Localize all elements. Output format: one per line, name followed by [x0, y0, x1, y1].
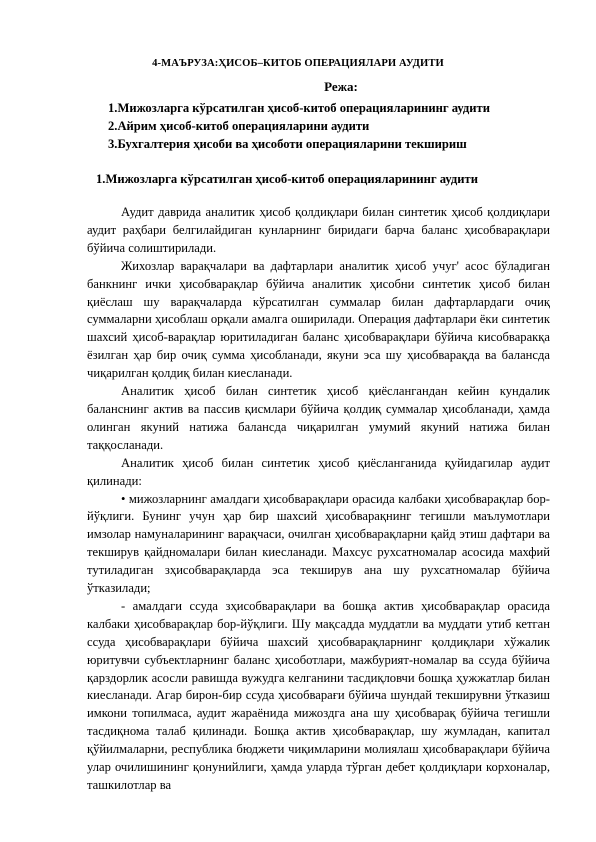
- paragraph: Жихозлар варақчалари ва дафтарлари аналитик ҳисоб учуг' асос бўладиган банкнинг ички ҳисобварақлар бўйича аналитик ҳисобни синтетик ҳисоб билан қиёслаш шу варақчаларда кўрсатилган суммалар билан дафтарлардаги очиқ суммаларни ҳисоблаш орқали амалга оширилади. Операция дафтарлари ёки синтетик шахсий ҳисоб-варақлар юритиладиган баланс ҳисобварақлари бўйича кисобваракқа ёзилган ҳар бир очиқ сумма ҳисобланади, якуни эса шу ҳисобварақда ва балансда чиқарилган қолдиқ билан киесланади.: [87, 258, 550, 381]
- plan-item: 2.Айрим ҳисоб-китоб операцияларини аудити: [108, 119, 370, 133]
- paragraph: Аудит даврида аналитик ҳисоб қолдиқлари билан синтетик ҳисоб қолдиқлари аудит раҳбари белгилайдиган кунларнинг биридаги барча баланс ҳисобварақлари бўйича солиштирилади.: [87, 205, 550, 255]
- bullet-paragraph: • мижозларнинг амалдаги ҳисобварақлари орасида калбаки ҳисобварақлар бор-йўқлиги. Бунинг учун ҳар бир шахсий ҳисобварақнинг тегишли маълумотлари имзолар намуналарининг варақчаси, очилган ҳисобварақларни қайд этиш дафтари ва текширув қайдномалари билан киесланади. Махсус рухсатномалар асосида махфий тутиладиган зҳисобварақларда эса текширув ана шу рухсатномалар бўйича ўтказилади;: [87, 491, 550, 596]
- plan-item: 3.Бухгалтерия ҳисоби ва ҳисоботи операцияларини текшириш: [108, 137, 467, 151]
- lecture-title: 4-МАЪРУЗА:ҲИСОБ–КИТОБ ОПЕРАЦИЯЛАРИ АУДИТИ: [152, 58, 444, 69]
- body-text: [87, 204, 550, 795]
- section-heading: 1.Мижозларга кўрсатилган ҳисоб-китоб операцияларининг аудити: [96, 172, 478, 186]
- paragraph: Аналитик ҳисоб билан синтетик ҳисоб қиёсланганида қуйидагилар аудит қилинади:: [87, 455, 550, 488]
- dash-paragraph: - амалдаги ссуда зҳисобварақлари ва бошқа актив ҳисобварақлар орасида калбаки ҳисобварақлар бор-йўқлиги. Шу мақсадда муддатли ва муддати утиб кетган ссуда ҳисобварақлари бўйича шахсий ҳисобварақларнинг қолдиқлари хўжалик юритувчи субъектларнинг баланс ҳисоботлари, мажбурият-номалар ва ссуда бўйича қарздорлик асосли равишда вужудга келганини тасдиқловчи бошқа ҳужжатлар билан киесланади. Агар бирон-бир ссуда ҳисобварағи бўйича шундай текширувни ўтказиш имкони топилмаса, аудит жараёнида мижоздга ана шу ҳисобварақ бўйича тегишли тасдиқнома талаб қилинади. Бошқа актив ҳисобварақлар, шу жумладан, капитал қўйилмаларни, республика бюджети чиқимларини молиялаш ҳисобварақлари бўйича улар очилишининг қонунийлиги, ҳамда уларда тўрган дебет қолдиқлари корхоналар, ташкилотлар ва: [87, 598, 550, 792]
- plan-list: [108, 99, 490, 153]
- plan-label: Режа:: [324, 79, 358, 94]
- plan-item: 1.Мижозларга кўрсатилган ҳисоб-китоб операцияларининг аудити: [108, 101, 490, 115]
- paragraph: Аналитик ҳисоб билан синтетик ҳисоб қиёслангандан кейин кундалик баланснинг актив ва пассив қисмлари бўйича қолдиқ суммалар ҳисобланади, ҳамда олинган якуний натижа балансда чиқарилган умумий якуний натижа билан таққосланади.: [87, 384, 550, 452]
